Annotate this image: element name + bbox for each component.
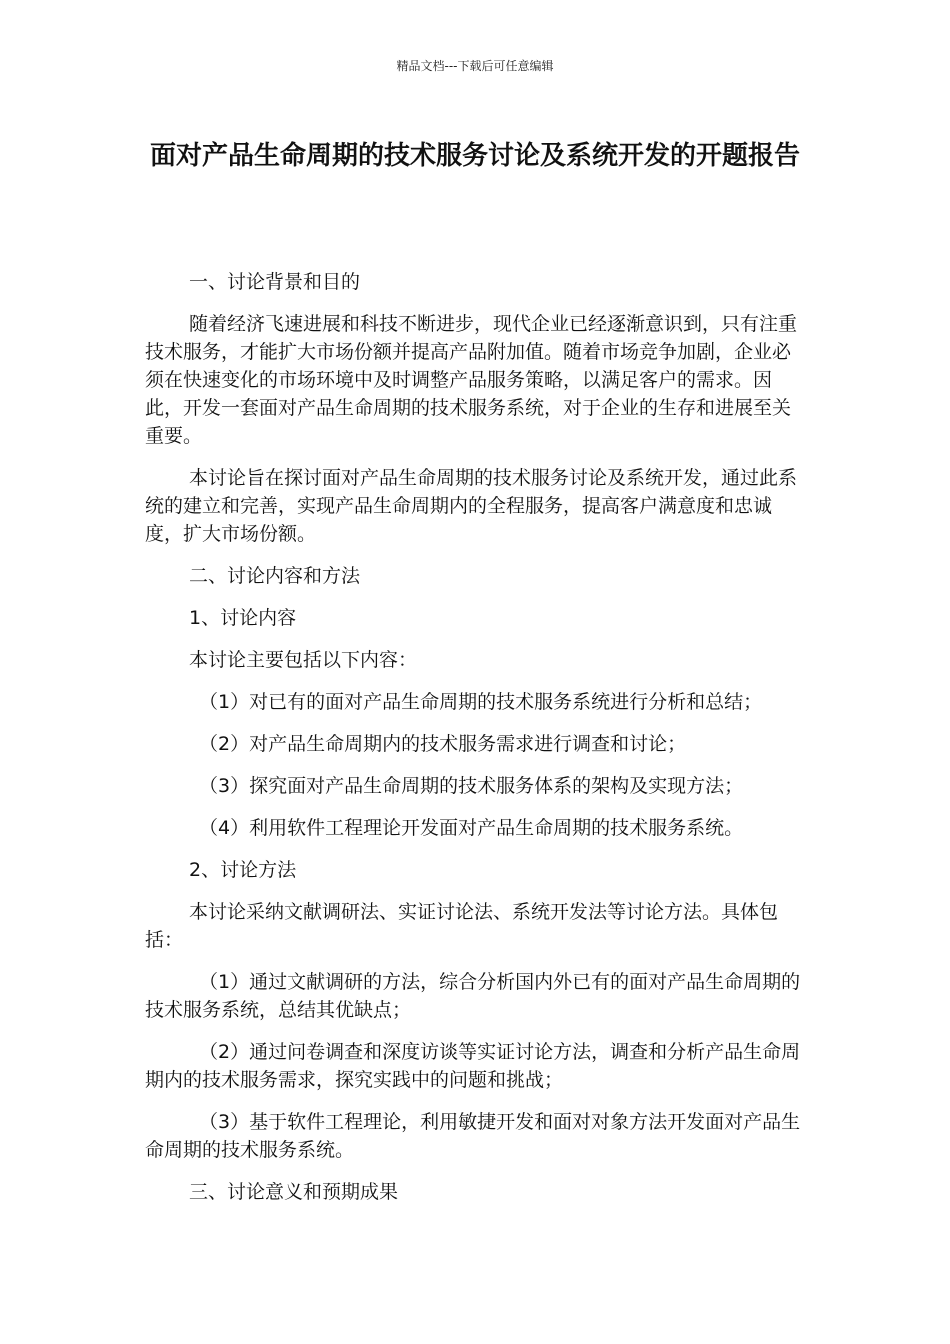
list-item: （1）对已有的面对产品生命周期的技术服务系统进行分析和总结； (199, 691, 763, 713)
list-item: （2）通过问卷调查和深度访谈等实证讨论方法，调查和分析产品生命周期内的技术服务需求，探究实践中的问题和挑战； (145, 1041, 801, 1091)
paragraph: 本讨论旨在探讨面对产品生命周期的技术服务讨论及系统开发，通过此系统的建立和完善，实现产品生命周期内的全程服务，提高客户满意度和忠诚度，扩大市场份额。 (145, 467, 798, 545)
subsection-heading-content: 1、讨论内容 (189, 607, 297, 629)
paragraph: 本讨论采纳文献调研法、实证讨论法、系统开发法等讨论方法。具体包括： (145, 901, 779, 951)
section-heading-2: 二、讨论内容和方法 (189, 565, 361, 587)
section-heading-1: 一、讨论背景和目的 (189, 271, 361, 293)
paragraph: 本讨论主要包括以下内容： (189, 649, 418, 671)
list-item: （3）基于软件工程理论，利用敏捷开发和面对对象方法开发面对产品生命周期的技术服务系统。 (145, 1111, 801, 1161)
list-item: （3）探究面对产品生命周期的技术服务体系的架构及实现方法； (199, 775, 744, 797)
document-title: 面对产品生命周期的技术服务讨论及系统开发的开题报告 (149, 141, 800, 171)
list-item: （4）利用软件工程理论开发面对产品生命周期的技术服务系统。 (199, 817, 744, 839)
paragraph: 随着经济飞速进展和科技不断进步，现代企业已经逐渐意识到，只有注重技术服务，才能扩大市场份额并提高产品附加值。随着市场竞争加剧，企业必须在快速变化的市场环境中及时调整产品服务策略，以满足客户的需求。因此，开发一套面对产品生命周期的技术服务系统，对于企业的生存和进展至关重要。 (145, 313, 798, 447)
page-header: 精品文档---下载后可任意编辑 (396, 59, 554, 73)
list-item: （2）对产品生命周期内的技术服务需求进行调查和讨论； (199, 733, 687, 755)
subsection-heading-method: 2、讨论方法 (189, 859, 297, 881)
list-item: （1）通过文献调研的方法，综合分析国内外已有的面对产品生命周期的技术服务系统，总结其优缺点； (145, 971, 801, 1021)
section-heading-3: 三、讨论意义和预期成果 (189, 1181, 399, 1203)
document-body (145, 268, 805, 1220)
